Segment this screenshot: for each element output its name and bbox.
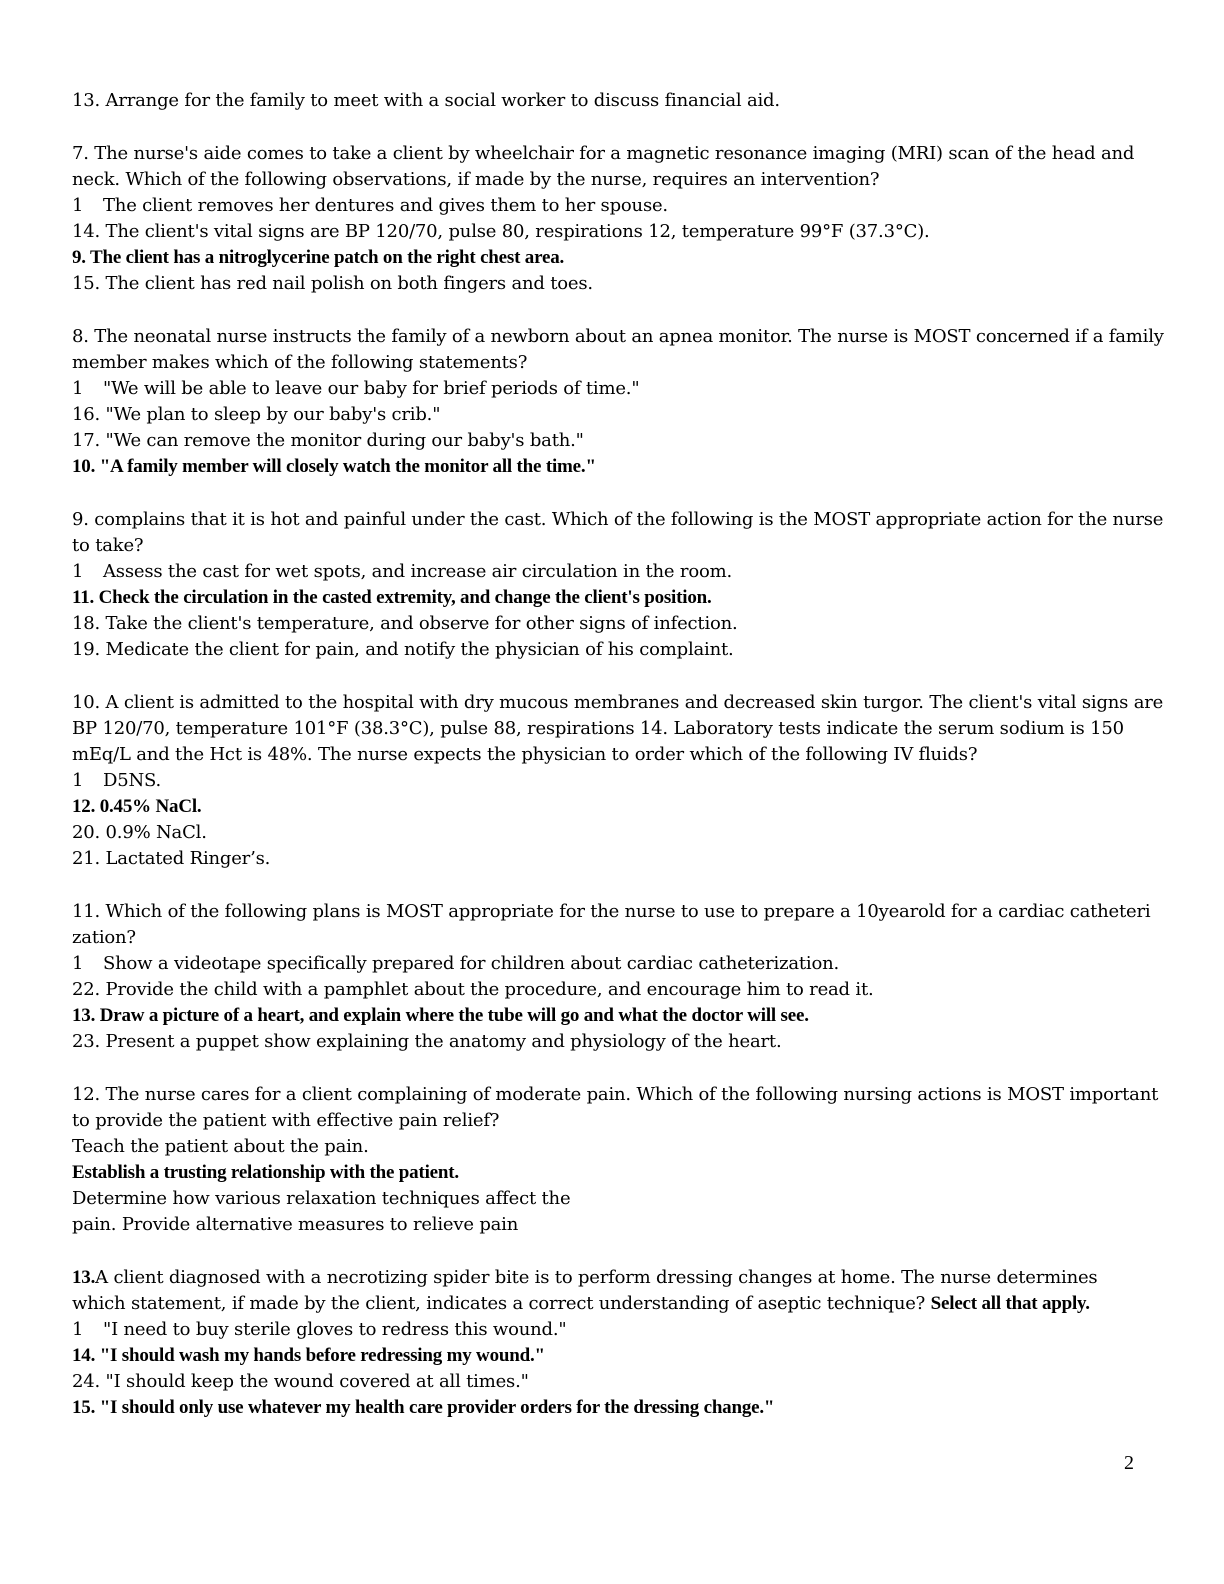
- text-line: [72, 193, 1152, 219]
- text-line: [72, 350, 1152, 376]
- answer-line-correct: [72, 454, 1152, 480]
- line-text: zation?: [72, 927, 136, 948]
- line-text: pain. Provide alternative measures to relieve pain: [72, 1214, 519, 1235]
- text-line: [72, 167, 1152, 193]
- text-line: [72, 1134, 1152, 1160]
- answer-line-correct: [72, 1395, 1152, 1421]
- text-line: [72, 559, 1152, 585]
- paragraph-gap: [72, 297, 1152, 324]
- line-text: to take?: [72, 535, 144, 556]
- line-text: 16. "We plan to sleep by our baby's crib.": [72, 404, 441, 425]
- paragraph-gap: [72, 114, 1152, 141]
- option-number: 1: [72, 195, 84, 216]
- option-number: 1: [72, 1319, 84, 1340]
- line-text: The client removes her dentures and gives them to her spouse.: [103, 195, 668, 216]
- text-line: [72, 324, 1164, 350]
- answer-line-correct: [72, 1343, 1152, 1369]
- line-text: which statement, if made by the client, indicates a correct understanding of aseptic technique?: [72, 1293, 931, 1314]
- option-number: 1: [72, 953, 84, 974]
- line-text: "We will be able to leave our baby for brief periods of time.": [103, 378, 640, 399]
- line-text: 9. The client has a nitroglycerine patch on the right chest area.: [72, 247, 565, 268]
- text-line: [72, 768, 1152, 794]
- text-line: [72, 899, 1152, 925]
- line-text: 21. Lactated Ringer’s.: [72, 848, 271, 869]
- answer-line-correct: [72, 245, 1152, 271]
- line-text: 12. The nurse cares for a client complaining of moderate pain. Which of the following nursing actions is MOST important: [72, 1084, 1159, 1105]
- line-text: to provide the patient with effective pain relief?: [72, 1110, 500, 1131]
- text-line: [72, 925, 1152, 951]
- paragraph-gap: [72, 1238, 1152, 1265]
- line-text: 7. The nurse's aide comes to take a client by wheelchair for a magnetic resonance imaging (MRI) scan of the head and: [72, 143, 1135, 164]
- answer-line-correct: [72, 585, 1152, 611]
- option-number: 1: [72, 561, 84, 582]
- answer-line-correct: [72, 1003, 1152, 1029]
- line-text: neck. Which of the following observations, if made by the nurse, requires an intervention?: [72, 169, 880, 190]
- line-text: 13. Arrange for the family to meet with a social worker to discuss financial aid.: [72, 90, 780, 111]
- line-text: 14. "I should wash my hands before redressing my wound.": [72, 1345, 545, 1366]
- page-number: 2: [1124, 1452, 1134, 1474]
- line-text: D5NS.: [103, 770, 162, 791]
- line-text: 20. 0.9% NaCl.: [72, 822, 207, 843]
- line-text: 11. Which of the following plans is MOST appropriate for the nurse to use to prepare a 10yearold for a cardiac catheteri: [72, 901, 1151, 922]
- line-text: member makes which of the following statements?: [72, 352, 528, 373]
- line-text: 17. "We can remove the monitor during our baby's bath.": [72, 430, 584, 451]
- line-text: 23. Present a puppet show explaining the anatomy and physiology of the heart.: [72, 1031, 782, 1052]
- line-text: 9. complains that it is hot and painful under the cast. Which of the following is the MOST appropriate action for the nurse: [72, 509, 1164, 530]
- line-text: 19. Medicate the client for pain, and notify the physician of his complaint.: [72, 639, 734, 660]
- line-text: 8. The neonatal nurse instructs the family of a newborn about an apnea monitor. The nurse is MOST concerned if a family: [72, 326, 1164, 347]
- text-line: [72, 742, 1152, 768]
- line-text: mEq/L and the Hct is 48%. The nurse expects the physician to order which of the following IV fluids?: [72, 744, 978, 765]
- text-line: [72, 271, 1152, 297]
- line-text: 13. Draw a picture of a heart, and explain where the tube will go and what the doctor will see.: [72, 1005, 809, 1026]
- paragraph-gap: [72, 663, 1152, 690]
- text-line: [72, 1082, 1159, 1108]
- text-line: [72, 1186, 1152, 1212]
- line-text: "I need to buy sterile gloves to redress this wound.": [103, 1319, 567, 1340]
- line-text: Establish a trusting relationship with the patient.: [72, 1162, 459, 1183]
- document-body: [72, 88, 1164, 1421]
- line-text: Assess the cast for wet spots, and increase air circulation in the room.: [103, 561, 732, 582]
- line-text: 15. The client has red nail polish on both fingers and toes.: [72, 273, 593, 294]
- line-text: BP 120/70, temperature 101°F (38.3°C), pulse 88, respirations 14. Laboratory tests indicate the serum sodium is 150: [72, 718, 1124, 739]
- text-line: [72, 1265, 1152, 1291]
- text-line: [72, 1108, 1152, 1134]
- answer-line-correct: [72, 1160, 1152, 1186]
- line-text: Determine how various relaxation techniques affect the: [72, 1188, 571, 1209]
- answer-line-correct: [72, 794, 1152, 820]
- line-text: 10. "A family member will closely watch the monitor all the time.": [72, 456, 596, 477]
- select-all-instruction: Select all that apply.: [930, 1293, 1090, 1314]
- text-line: [72, 141, 1152, 167]
- text-line: [72, 1317, 1152, 1343]
- text-line: [72, 533, 1152, 559]
- line-text: 24. "I should keep the wound covered at all times.": [72, 1371, 529, 1392]
- line-text: Show a videotape specifically prepared for children about cardiac catheterization.: [103, 953, 840, 974]
- line-text: 11. Check the circulation in the casted extremity, and change the client's position.: [72, 587, 712, 608]
- text-line: [72, 977, 1152, 1003]
- line-text: 14. The client's vital signs are BP 120/70, pulse 80, respirations 12, temperature 99°F (37.3°C).: [72, 221, 930, 242]
- text-line: [72, 1029, 1152, 1055]
- text-line: [72, 376, 1152, 402]
- text-line: [72, 1369, 1152, 1395]
- text-line: [72, 1212, 1152, 1238]
- text-line: [72, 611, 1152, 637]
- option-number: 1: [72, 770, 84, 791]
- line-text: 15. "I should only use whatever my health care provider orders for the dressing change.": [72, 1397, 775, 1418]
- text-line: [72, 637, 1152, 663]
- paragraph-gap: [72, 872, 1152, 899]
- text-line: [72, 1291, 1152, 1317]
- text-line: [72, 88, 1152, 114]
- paragraph-gap: [72, 1055, 1152, 1082]
- line-text: 10. A client is admitted to the hospital with dry mucous membranes and decreased skin turgor. The client's vital signs are: [72, 692, 1164, 713]
- option-number: 1: [72, 378, 84, 399]
- text-line: [72, 951, 1152, 977]
- line-text: A client diagnosed with a necrotizing spider bite is to perform dressing changes at home. The nurse determines: [95, 1267, 1098, 1288]
- paragraph-gap: [72, 480, 1152, 507]
- text-line: [72, 428, 1152, 454]
- text-line: [72, 507, 1164, 533]
- question-number: 13.: [72, 1267, 96, 1288]
- line-text: 22. Provide the child with a pamphlet about the procedure, and encourage him to read it.: [72, 979, 874, 1000]
- line-text: 18. Take the client's temperature, and observe for other signs of infection.: [72, 613, 738, 634]
- text-line: [72, 846, 1152, 872]
- text-line: [72, 219, 1152, 245]
- text-line: [72, 820, 1152, 846]
- text-line: [72, 690, 1164, 716]
- text-line: [72, 716, 1152, 742]
- line-text: 12. 0.45% NaCl.: [72, 796, 202, 817]
- text-line: [72, 402, 1152, 428]
- line-text: Teach the patient about the pain.: [72, 1136, 369, 1157]
